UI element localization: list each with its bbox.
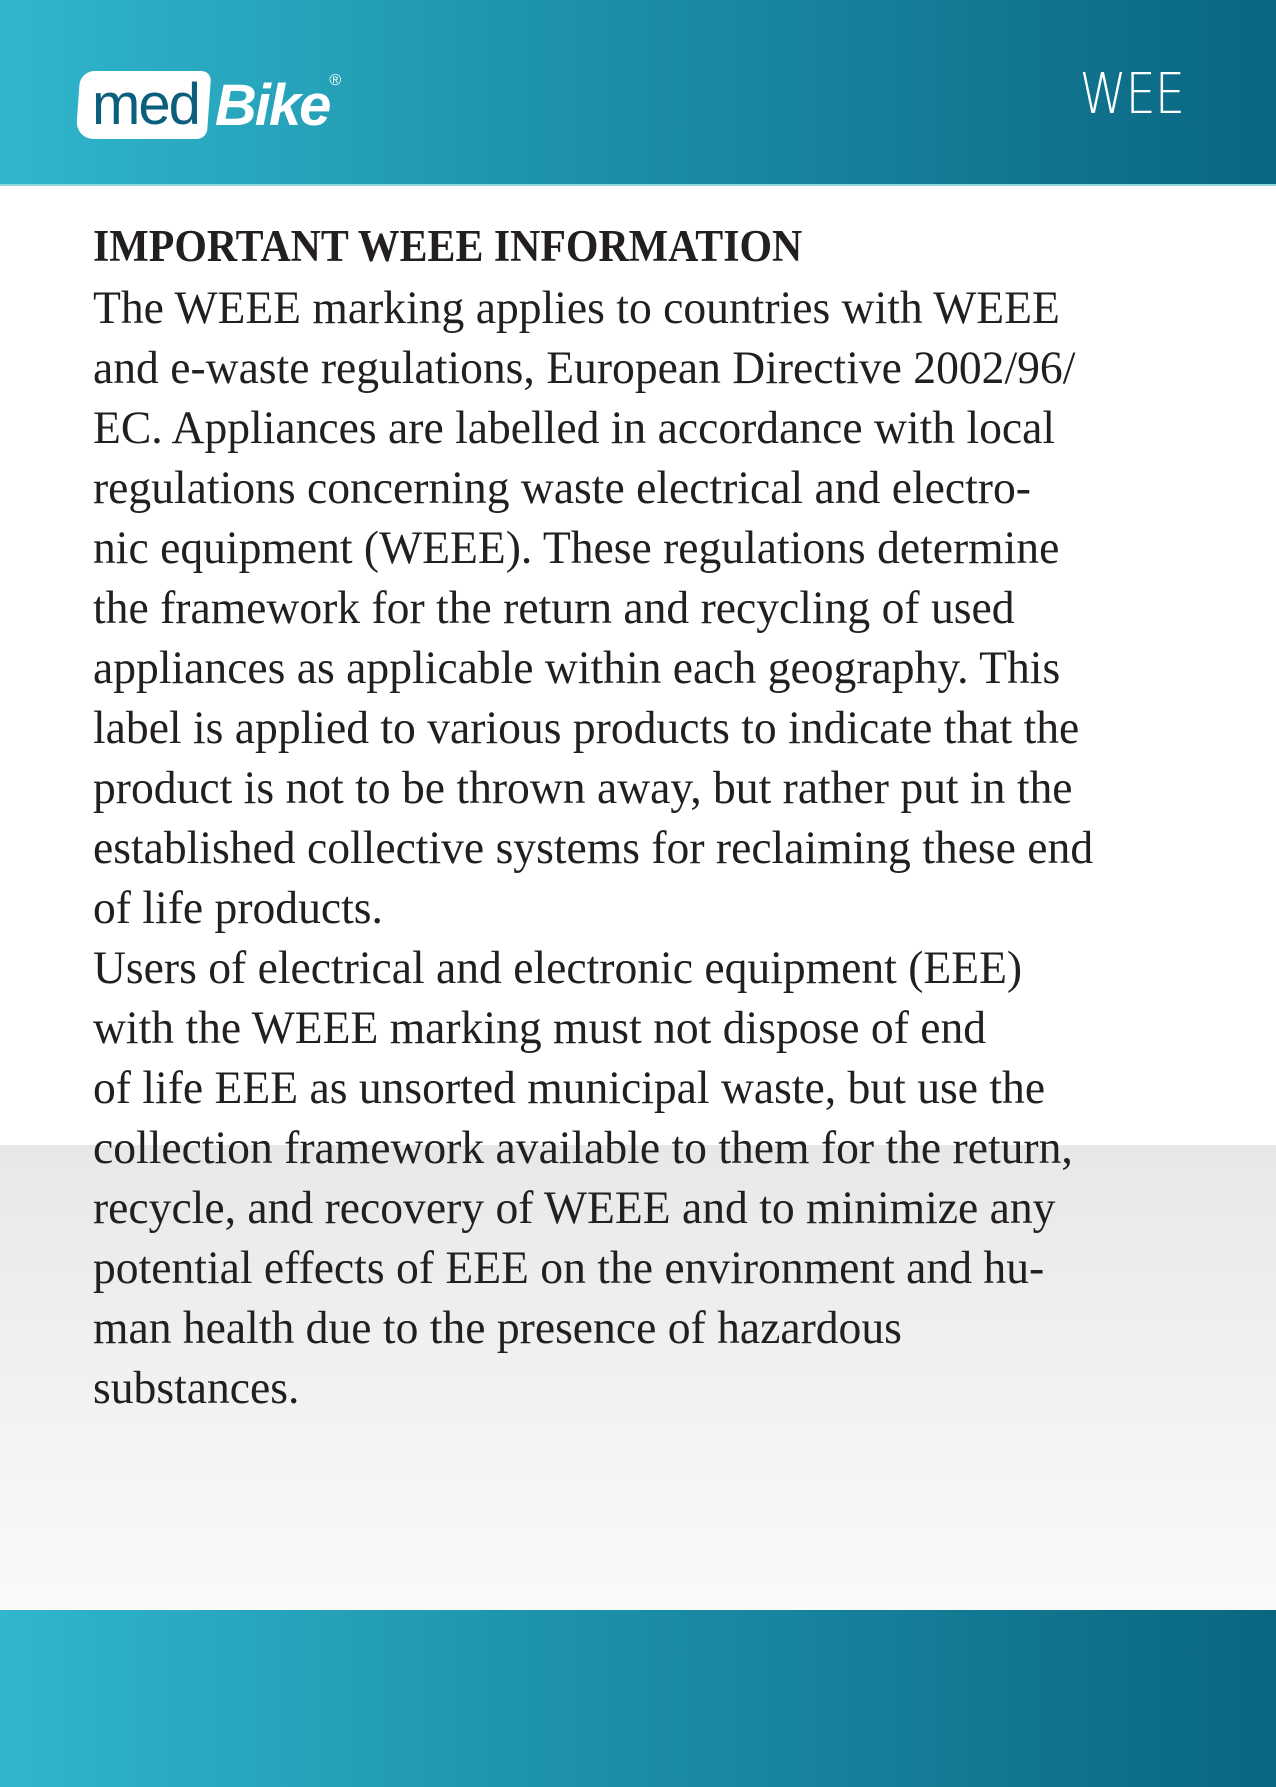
body-text-line: with the WEEE marking must not dispose of end: [93, 1002, 987, 1054]
logo-box: [76, 71, 212, 139]
page-title: WEE: [1079, 62, 1184, 127]
body-text-line: EC. Appliances are labelled in accordance with local: [93, 402, 1056, 454]
body-text-line: The WEEE marking applies to countries with WEEE: [93, 282, 1060, 334]
body-text-line: collection framework available to them for the return,: [93, 1122, 1073, 1174]
body-text-line: of life EEE as unsorted municipal waste, but use the: [93, 1062, 1046, 1114]
body-text-line: the framework for the return and recycling of used: [93, 582, 1015, 634]
body-text-line: Users of electrical and electronic equipment (EEE): [93, 942, 1023, 994]
body-text-line: established collective systems for reclaiming these end: [93, 822, 1094, 874]
body-text-line: potential effects of EEE on the environment and hu-: [93, 1242, 1045, 1294]
body-text-line: substances.: [93, 1362, 300, 1414]
body-text-line: of life products.: [93, 882, 383, 934]
body-text-line: regulations concerning waste electrical and electro-: [93, 462, 1031, 514]
logo-med-text: med: [92, 72, 199, 137]
medbike-logo: [78, 70, 341, 140]
body-text-line: recycle, and recovery of WEEE and to minimize any: [93, 1182, 1056, 1234]
body-text-line: appliances as applicable within each geography. This: [93, 642, 1061, 694]
body-text-line: label is applied to various products to indicate that the: [93, 702, 1080, 754]
body-text-line: man health due to the presence of hazardous: [93, 1302, 902, 1354]
body-text-line: and e-waste regulations, European Directive 2002/96/: [93, 342, 1076, 394]
footer-bar: [0, 1610, 1276, 1787]
logo-bike-text: Bike: [214, 72, 330, 138]
header-bar: [0, 0, 1276, 186]
section-heading: IMPORTANT WEEE INFORMATION: [93, 221, 803, 271]
weee-info-section: [93, 218, 1213, 1418]
body-text-line: product is not to be thrown away, but rather put in the: [93, 762, 1073, 814]
registered-mark: ®: [329, 72, 342, 89]
body-text-line: nic equipment (WEEE). These regulations determine: [93, 522, 1060, 574]
